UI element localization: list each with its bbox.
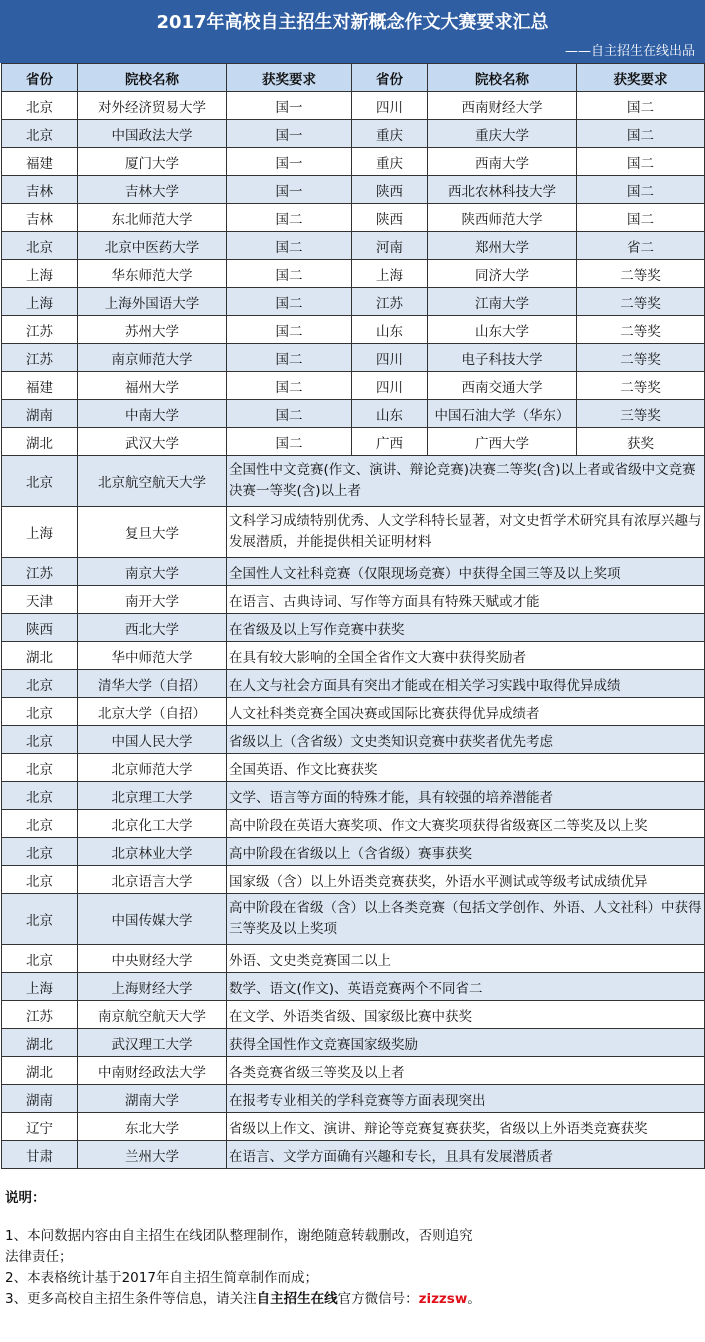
cell-province: 甘肃 bbox=[2, 1141, 78, 1169]
cell-province: 北京 bbox=[2, 782, 78, 810]
cell-province-2: 山东 bbox=[352, 400, 428, 428]
cell-requirement: 在人文与社会方面具有突出才能或在相关学习实践中取得优异成绩 bbox=[227, 670, 705, 698]
cell-province-2: 四川 bbox=[352, 92, 428, 120]
cell-school: 北京化工大学 bbox=[78, 810, 227, 838]
notes-heading: 说明： bbox=[5, 1190, 46, 1206]
cell-province: 福建 bbox=[2, 372, 78, 400]
table-row bbox=[2, 316, 705, 344]
table-row bbox=[2, 1029, 705, 1057]
cell-province: 湖北 bbox=[2, 428, 78, 456]
cell-requirement: 人文社科类竞赛全国决赛或国际比赛获得优异成绩者 bbox=[227, 698, 705, 726]
cell-province-2: 陕西 bbox=[352, 204, 428, 232]
cell-province: 北京 bbox=[2, 866, 78, 894]
cell-school: 中南大学 bbox=[78, 400, 227, 428]
table-row bbox=[2, 698, 705, 726]
cell-requirement: 在语言、古典诗词、写作等方面具有特殊天赋或才能 bbox=[227, 586, 705, 614]
wechat-id: zizzsw bbox=[418, 1291, 468, 1307]
cell-school: 清华大学（自招） bbox=[78, 670, 227, 698]
table-row bbox=[2, 558, 705, 586]
cell-award: 国二 bbox=[227, 288, 352, 316]
cell-school-2: 西南交通大学 bbox=[428, 372, 577, 400]
cell-requirement: 在语言、文学方面确有兴趣和专长，且具有发展潜质者 bbox=[227, 1141, 705, 1169]
cell-school: 北京林业大学 bbox=[78, 838, 227, 866]
cell-province: 上海 bbox=[2, 507, 78, 558]
cell-school-2: 中国石油大学（华东） bbox=[428, 400, 577, 428]
cell-province: 北京 bbox=[2, 726, 78, 754]
table-row bbox=[2, 1141, 705, 1169]
table-row bbox=[2, 973, 705, 1001]
cell-school: 北京语言大学 bbox=[78, 866, 227, 894]
cell-award-2: 国二 bbox=[577, 176, 705, 204]
cell-school: 华中师范大学 bbox=[78, 642, 227, 670]
cell-award: 国一 bbox=[227, 148, 352, 176]
cell-requirement: 省级以上作文、演讲、辩论等竞赛复赛获奖，省级以上外语类竞赛获奖 bbox=[227, 1113, 705, 1141]
note-3-brand: 自主招生在线 bbox=[256, 1291, 338, 1307]
cell-province: 北京 bbox=[2, 670, 78, 698]
cell-school: 中国人民大学 bbox=[78, 726, 227, 754]
table-row bbox=[2, 120, 705, 148]
table-row bbox=[2, 838, 705, 866]
page-subtitle: ——自主招生在线出品 bbox=[564, 44, 695, 59]
cell-province-2: 重庆 bbox=[352, 148, 428, 176]
cell-province: 湖北 bbox=[2, 1029, 78, 1057]
table-row bbox=[2, 614, 705, 642]
cell-requirement: 全国性人文社科竞赛（仅限现场竞赛）中获得全国三等及以上奖项 bbox=[227, 558, 705, 586]
cell-school-2: 江南大学 bbox=[428, 288, 577, 316]
table-row bbox=[2, 400, 705, 428]
cell-school-2: 西北农林科技大学 bbox=[428, 176, 577, 204]
cell-province: 北京 bbox=[2, 810, 78, 838]
table-row bbox=[2, 810, 705, 838]
cell-requirement: 获得全国性作文竞赛国家级奖励 bbox=[227, 1029, 705, 1057]
cell-province: 福建 bbox=[2, 148, 78, 176]
cell-province: 北京 bbox=[2, 945, 78, 973]
title-banner bbox=[0, 0, 705, 63]
cell-province: 北京 bbox=[2, 838, 78, 866]
cell-school: 南京大学 bbox=[78, 558, 227, 586]
cell-school: 中国传媒大学 bbox=[78, 894, 227, 945]
cell-province: 北京 bbox=[2, 232, 78, 260]
cell-requirement: 全国英语、作文比赛获奖 bbox=[227, 754, 705, 782]
page-title: 2017年高校自主招生对新概念作文大赛要求汇总 bbox=[156, 12, 549, 33]
cell-award: 国二 bbox=[227, 428, 352, 456]
cell-requirement: 在报考专业相关的学科竞赛等方面表现突出 bbox=[227, 1085, 705, 1113]
cell-province: 江苏 bbox=[2, 344, 78, 372]
col-header-school-2: 院校名称 bbox=[428, 64, 577, 92]
cell-award-2: 二等奖 bbox=[577, 260, 705, 288]
note-1a: 1、本问数据内容由自主招生在线团队整理制作，谢绝随意转载删改，否则追究 bbox=[5, 1228, 473, 1244]
table-row bbox=[2, 288, 705, 316]
cell-school: 武汉大学 bbox=[78, 428, 227, 456]
cell-province: 江苏 bbox=[2, 1001, 78, 1029]
table-row bbox=[2, 344, 705, 372]
cell-school: 湖南大学 bbox=[78, 1085, 227, 1113]
cell-province: 吉林 bbox=[2, 204, 78, 232]
table-row bbox=[2, 945, 705, 973]
cell-school: 华东师范大学 bbox=[78, 260, 227, 288]
cell-school-2: 重庆大学 bbox=[428, 120, 577, 148]
table-row bbox=[2, 726, 705, 754]
table-row bbox=[2, 1085, 705, 1113]
cell-award-2: 获奖 bbox=[577, 428, 705, 456]
col-header-province: 省份 bbox=[2, 64, 78, 92]
cell-province-2: 江苏 bbox=[352, 288, 428, 316]
cell-school: 上海外国语大学 bbox=[78, 288, 227, 316]
cell-school: 北京理工大学 bbox=[78, 782, 227, 810]
cell-requirement: 高中阶段在英语大赛奖项、作文大赛奖项获得省级赛区二等奖及以上奖 bbox=[227, 810, 705, 838]
cell-school: 北京师范大学 bbox=[78, 754, 227, 782]
cell-province: 湖北 bbox=[2, 1057, 78, 1085]
cell-school-2: 西南财经大学 bbox=[428, 92, 577, 120]
cell-award: 国二 bbox=[227, 316, 352, 344]
cell-requirement: 高中阶段在省级（含）以上各类竞赛（包括文学创作、外语、人文社科）中获得三等奖及以上奖项 bbox=[227, 894, 705, 945]
cell-province: 江苏 bbox=[2, 558, 78, 586]
table-row bbox=[2, 1113, 705, 1141]
cell-school: 西北大学 bbox=[78, 614, 227, 642]
table-row bbox=[2, 1001, 705, 1029]
cell-award: 国一 bbox=[227, 176, 352, 204]
cell-province: 陕西 bbox=[2, 614, 78, 642]
cell-school: 对外经济贸易大学 bbox=[78, 92, 227, 120]
table-row bbox=[2, 782, 705, 810]
note-3 bbox=[5, 1289, 700, 1310]
cell-province-2: 河南 bbox=[352, 232, 428, 260]
table-row bbox=[2, 586, 705, 614]
cell-award-2: 二等奖 bbox=[577, 316, 705, 344]
table-row bbox=[2, 894, 705, 945]
cell-school-2: 广西大学 bbox=[428, 428, 577, 456]
note-1b: 法律责任； bbox=[5, 1249, 73, 1265]
cell-province: 北京 bbox=[2, 698, 78, 726]
cell-province: 吉林 bbox=[2, 176, 78, 204]
cell-school: 南京师范大学 bbox=[78, 344, 227, 372]
cell-school: 厦门大学 bbox=[78, 148, 227, 176]
cell-award: 国二 bbox=[227, 400, 352, 428]
table-row bbox=[2, 204, 705, 232]
cell-province: 湖南 bbox=[2, 1085, 78, 1113]
cell-award-2: 国二 bbox=[577, 120, 705, 148]
cell-requirement: 高中阶段在省级以上（含省级）赛事获奖 bbox=[227, 838, 705, 866]
table-row bbox=[2, 372, 705, 400]
cell-province: 湖南 bbox=[2, 400, 78, 428]
cell-province: 天津 bbox=[2, 586, 78, 614]
cell-school-2: 西南大学 bbox=[428, 148, 577, 176]
cell-school: 复旦大学 bbox=[78, 507, 227, 558]
table-row bbox=[2, 507, 705, 558]
cell-province-2: 重庆 bbox=[352, 120, 428, 148]
cell-school-2: 电子科技大学 bbox=[428, 344, 577, 372]
notes-section bbox=[5, 1188, 700, 1310]
table-row bbox=[2, 176, 705, 204]
cell-school: 福州大学 bbox=[78, 372, 227, 400]
col-header-province-2: 省份 bbox=[352, 64, 428, 92]
cell-award-2: 国二 bbox=[577, 92, 705, 120]
cell-province: 北京 bbox=[2, 894, 78, 945]
table-row bbox=[2, 260, 705, 288]
cell-province: 湖北 bbox=[2, 642, 78, 670]
cell-award-2: 二等奖 bbox=[577, 288, 705, 316]
cell-school: 北京中医药大学 bbox=[78, 232, 227, 260]
cell-award-2: 二等奖 bbox=[577, 344, 705, 372]
cell-award-2: 省二 bbox=[577, 232, 705, 260]
cell-school: 东北大学 bbox=[78, 1113, 227, 1141]
requirements-table bbox=[1, 63, 705, 1169]
cell-province: 江苏 bbox=[2, 316, 78, 344]
table-row bbox=[2, 92, 705, 120]
cell-requirement: 在文学、外语类省级、国家级比赛中获奖 bbox=[227, 1001, 705, 1029]
cell-award: 国一 bbox=[227, 120, 352, 148]
cell-province: 辽宁 bbox=[2, 1113, 78, 1141]
cell-province: 上海 bbox=[2, 973, 78, 1001]
cell-requirement: 数学、语文(作文)、英语竞赛两个不同省二 bbox=[227, 973, 705, 1001]
table-row bbox=[2, 456, 705, 507]
cell-province: 北京 bbox=[2, 120, 78, 148]
cell-award: 国二 bbox=[227, 344, 352, 372]
cell-province-2: 四川 bbox=[352, 372, 428, 400]
cell-province: 北京 bbox=[2, 456, 78, 507]
cell-province-2: 山东 bbox=[352, 316, 428, 344]
cell-requirement: 在省级及以上写作竞赛中获奖 bbox=[227, 614, 705, 642]
cell-requirement: 文科学习成绩特别优秀、人文学科特长显著，对文史哲学术研究具有浓厚兴趣与发展潜质，并能提供相关证明材料 bbox=[227, 507, 705, 558]
cell-award: 国二 bbox=[227, 232, 352, 260]
cell-school: 东北师范大学 bbox=[78, 204, 227, 232]
table-row bbox=[2, 866, 705, 894]
cell-province-2: 广西 bbox=[352, 428, 428, 456]
cell-province-2: 四川 bbox=[352, 344, 428, 372]
cell-requirement: 各类竞赛省级三等奖及以上者 bbox=[227, 1057, 705, 1085]
cell-school: 苏州大学 bbox=[78, 316, 227, 344]
table-row bbox=[2, 754, 705, 782]
cell-award: 国二 bbox=[227, 204, 352, 232]
cell-school: 吉林大学 bbox=[78, 176, 227, 204]
cell-school-2: 山东大学 bbox=[428, 316, 577, 344]
cell-award-2: 二等奖 bbox=[577, 372, 705, 400]
cell-award: 国二 bbox=[227, 260, 352, 288]
cell-requirement: 全国性中文竞赛(作文、演讲、辩论竞赛)决赛二等奖(含)以上者或省级中文竞赛决赛一等奖(含)以上者 bbox=[227, 456, 705, 507]
cell-school-2: 同济大学 bbox=[428, 260, 577, 288]
cell-province: 上海 bbox=[2, 260, 78, 288]
cell-award: 国一 bbox=[227, 92, 352, 120]
table-row bbox=[2, 232, 705, 260]
note-3-prefix: 3、更多高校自主招生条件等信息，请关注 bbox=[5, 1291, 257, 1307]
cell-requirement: 省级以上（含省级）文史类知识竞赛中获奖者优先考虑 bbox=[227, 726, 705, 754]
cell-school: 上海财经大学 bbox=[78, 973, 227, 1001]
cell-requirement: 在具有较大影响的全国全省作文大赛中获得奖励者 bbox=[227, 642, 705, 670]
cell-school-2: 陕西师范大学 bbox=[428, 204, 577, 232]
cell-school: 武汉理工大学 bbox=[78, 1029, 227, 1057]
cell-school: 北京大学（自招） bbox=[78, 698, 227, 726]
table-header-row bbox=[2, 64, 705, 92]
cell-award-2: 国二 bbox=[577, 148, 705, 176]
table-row bbox=[2, 670, 705, 698]
table-row bbox=[2, 1057, 705, 1085]
note-3-end: 。 bbox=[467, 1291, 481, 1307]
cell-award: 国二 bbox=[227, 372, 352, 400]
col-header-school: 院校名称 bbox=[78, 64, 227, 92]
cell-province-2: 陕西 bbox=[352, 176, 428, 204]
cell-award-2: 国二 bbox=[577, 204, 705, 232]
table-row bbox=[2, 428, 705, 456]
cell-school: 南京航空航天大学 bbox=[78, 1001, 227, 1029]
cell-requirement: 外语、文史类竞赛国二以上 bbox=[227, 945, 705, 973]
cell-school: 北京航空航天大学 bbox=[78, 456, 227, 507]
col-header-award: 获奖要求 bbox=[227, 64, 352, 92]
cell-school: 中央财经大学 bbox=[78, 945, 227, 973]
note-2: 2、本表格统计基于2017年自主招生简章制作而成； bbox=[5, 1270, 318, 1286]
cell-province: 北京 bbox=[2, 92, 78, 120]
table-row bbox=[2, 642, 705, 670]
cell-province: 北京 bbox=[2, 754, 78, 782]
col-header-award-2: 获奖要求 bbox=[577, 64, 705, 92]
note-3-mid: 官方微信号： bbox=[337, 1291, 419, 1307]
cell-province-2: 上海 bbox=[352, 260, 428, 288]
cell-school-2: 郑州大学 bbox=[428, 232, 577, 260]
cell-award-2: 三等奖 bbox=[577, 400, 705, 428]
cell-school: 中南财经政法大学 bbox=[78, 1057, 227, 1085]
cell-school: 兰州大学 bbox=[78, 1141, 227, 1169]
cell-school: 南开大学 bbox=[78, 586, 227, 614]
table-row bbox=[2, 148, 705, 176]
cell-requirement: 文学、语言等方面的特殊才能，具有较强的培养潜能者 bbox=[227, 782, 705, 810]
cell-province: 上海 bbox=[2, 288, 78, 316]
cell-requirement: 国家级（含）以上外语类竞赛获奖，外语水平测试或等级考试成绩优异 bbox=[227, 866, 705, 894]
cell-school: 中国政法大学 bbox=[78, 120, 227, 148]
